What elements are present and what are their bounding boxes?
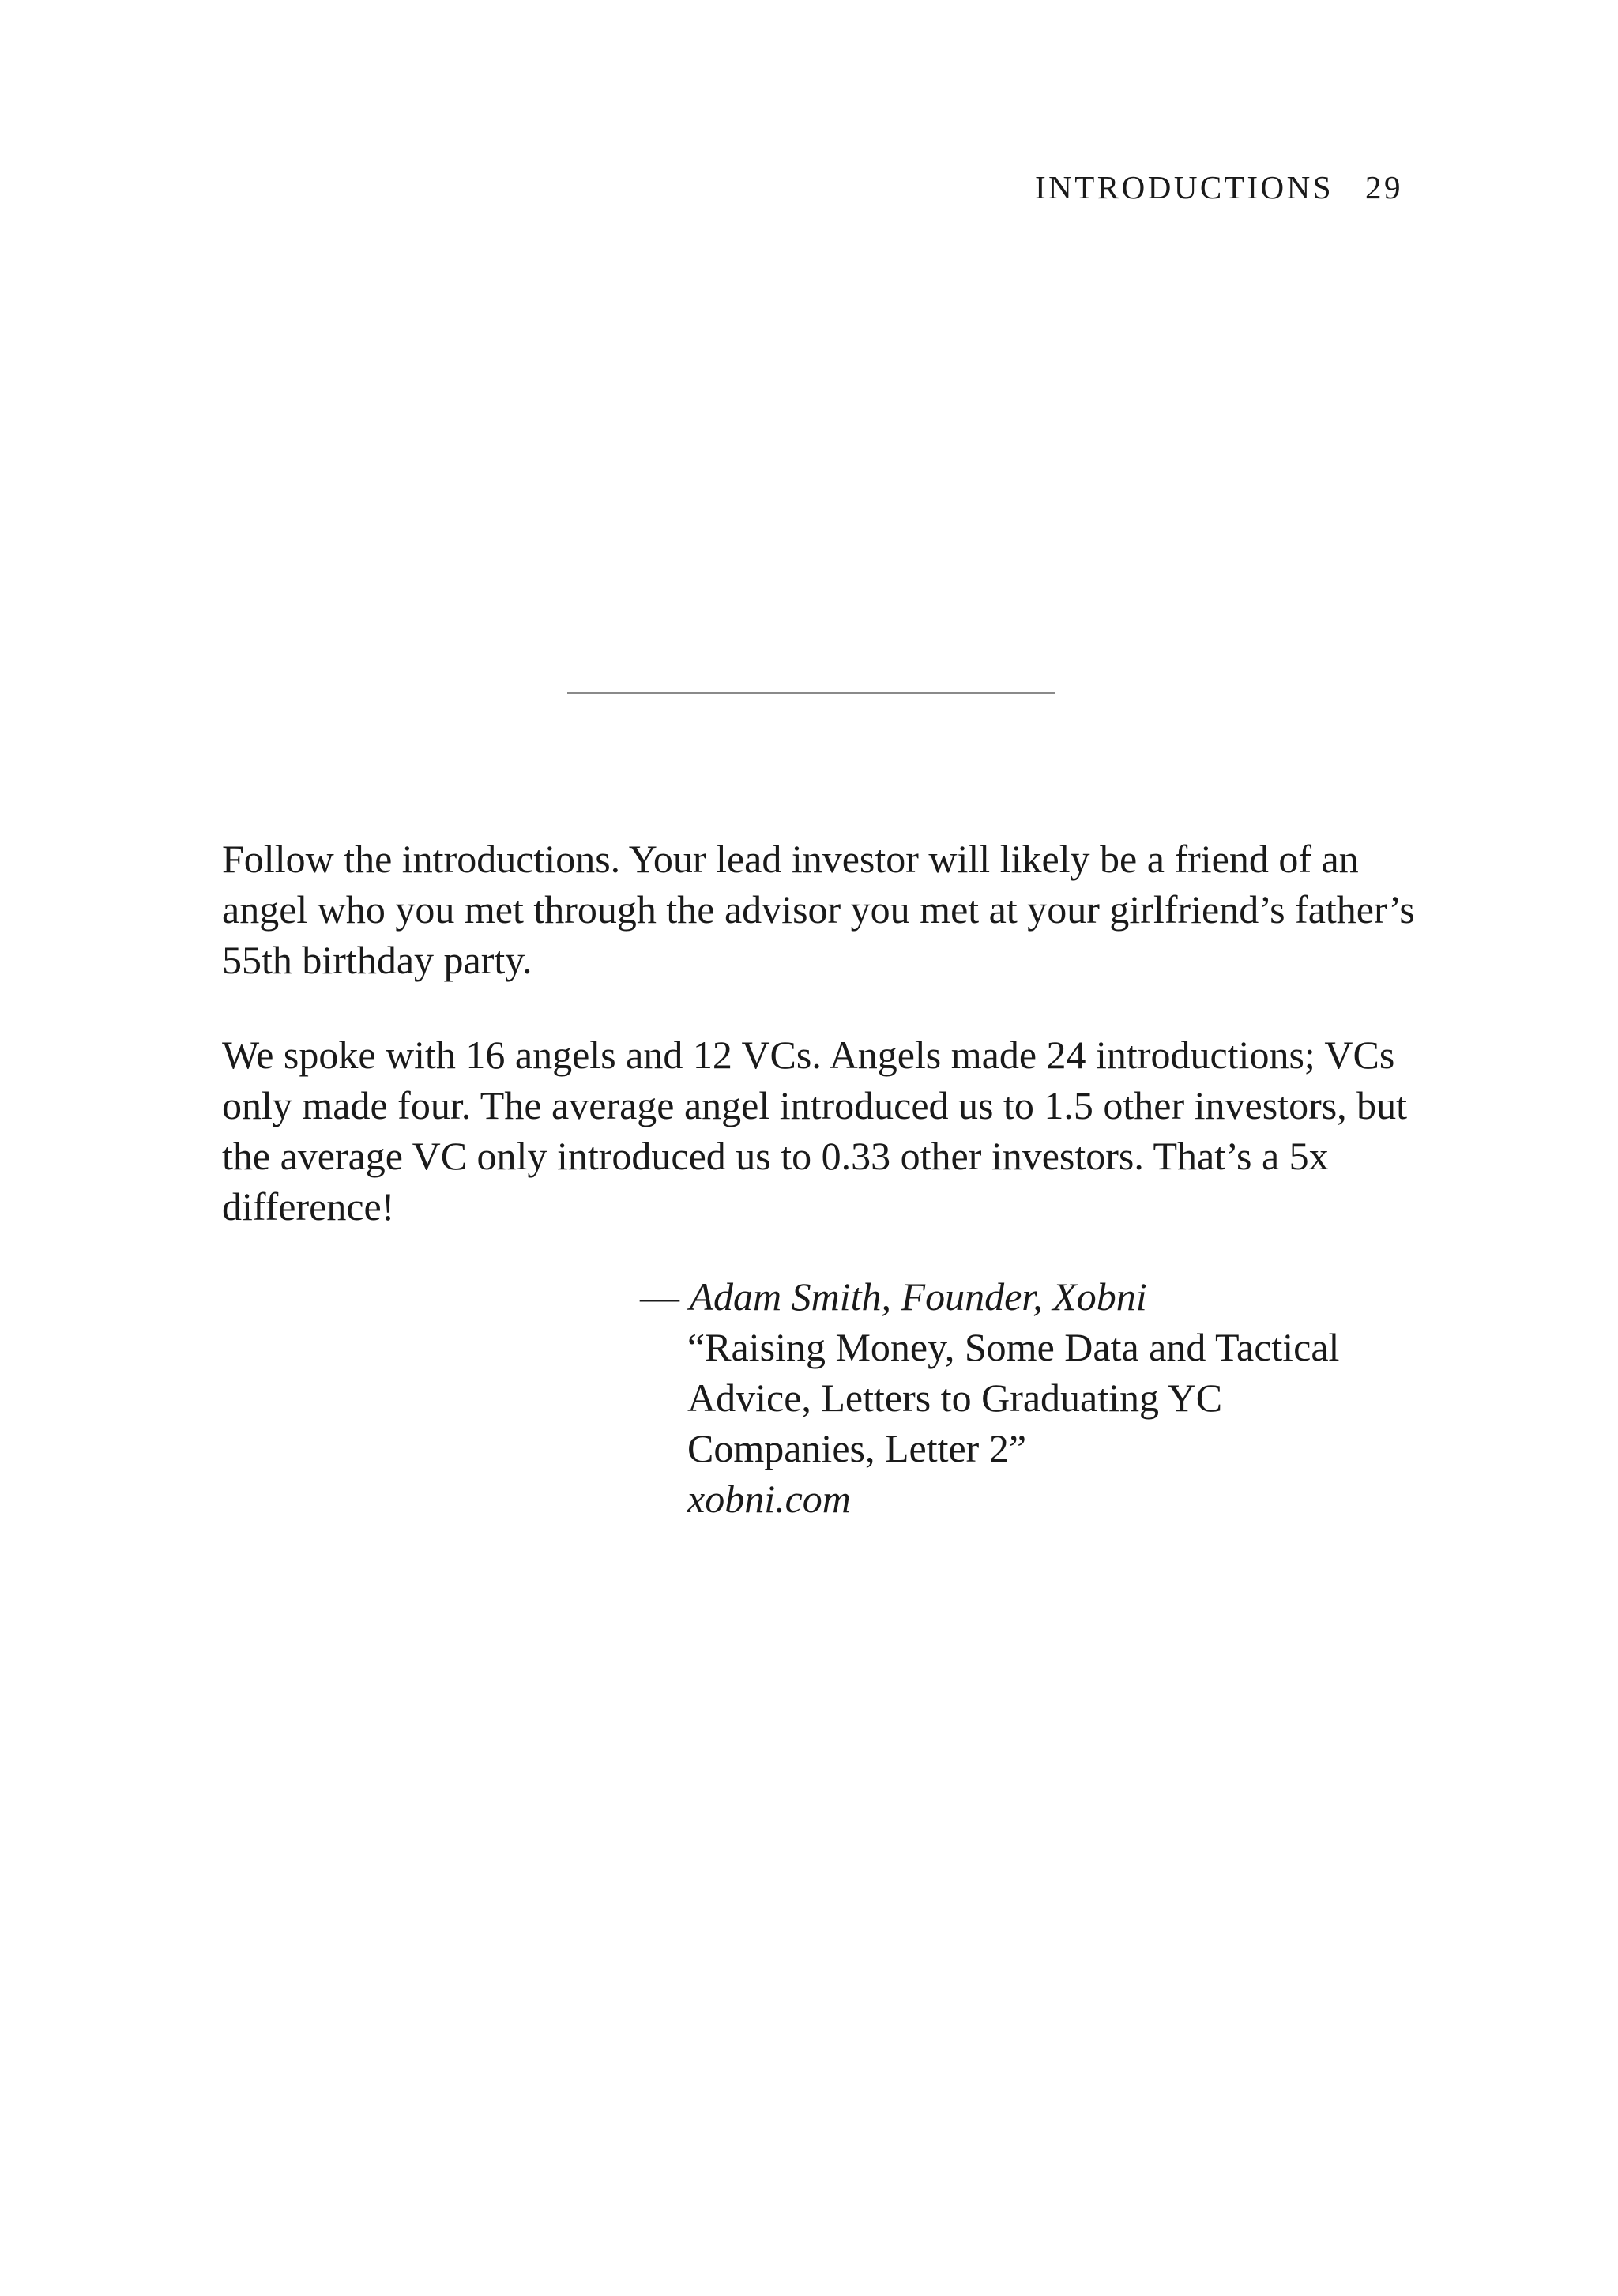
section-title: INTRODUCTIONS — [1034, 169, 1334, 205]
attribution-source-line-2: Advice, Letters to Graduating YC — [687, 1376, 1223, 1420]
section-divider — [567, 692, 1055, 694]
website-text: xobni.com — [687, 1477, 851, 1521]
page-number: 29 — [1365, 169, 1403, 205]
attribution-source-line-3: Companies, Letter 2” — [687, 1426, 1027, 1470]
em-dash: — — [640, 1274, 679, 1319]
attribution-author-line — [640, 1271, 1430, 1322]
attribution-source-line-1: “Raising Money, Some Data and Tactical — [687, 1325, 1340, 1369]
attribution-author: Adam Smith, Founder, Xobni — [689, 1274, 1147, 1319]
running-head — [1035, 167, 1403, 207]
body-paragraph-2: We spoke with 16 angels and 12 VCs. Angels made 24 introductions; VCs only made four. The average angel introduced us to 1.5 other investors, but the average VC only introduced us to 0.33 other investors. That’s a 5x difference! — [222, 1033, 1408, 1229]
body-paragraph-1: Follow the introductions. Your lead investor will likely be a friend of an angel who you met through the advisor you met at your girlfriend’s father’s 55th birthday party. — [222, 837, 1415, 982]
attribution-website — [640, 1474, 1430, 1524]
quote-attribution — [640, 1271, 1430, 1524]
